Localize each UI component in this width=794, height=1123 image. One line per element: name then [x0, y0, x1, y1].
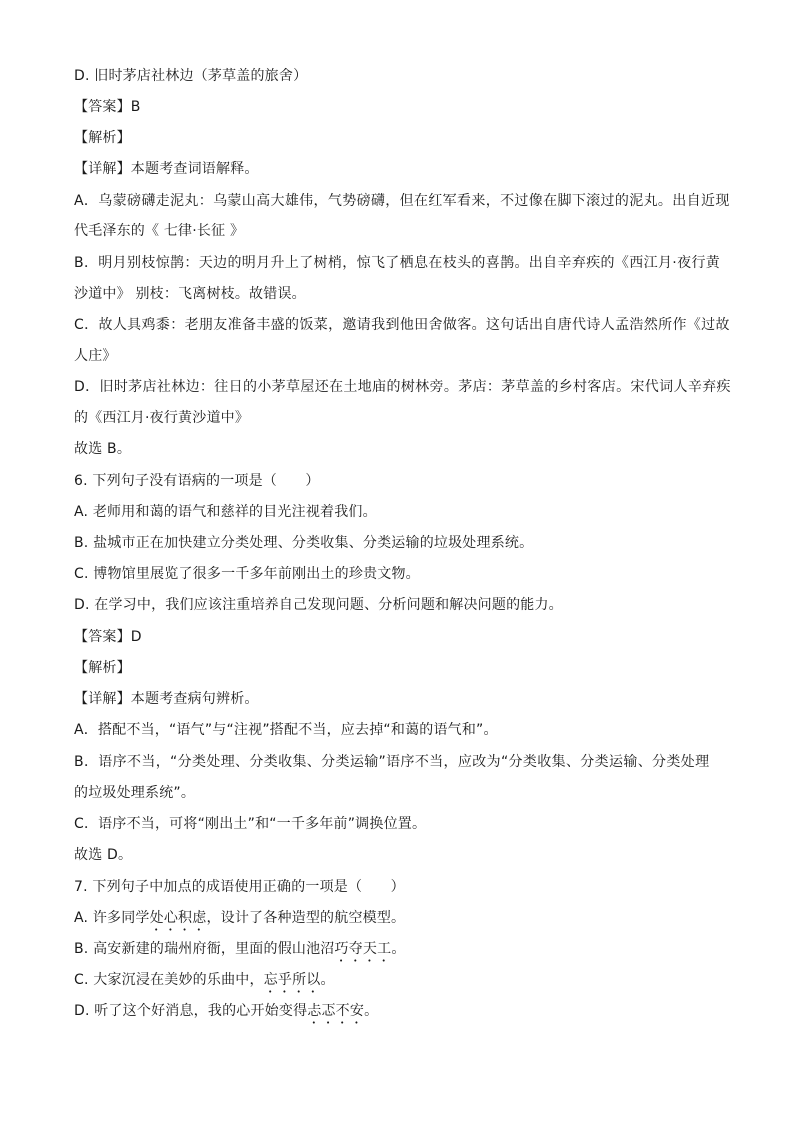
detail-intro: 【详解】本题考查词语解释。 [74, 161, 259, 177]
question-6-option-c: C. 博物馆里展览了很多一千多年前刚出土的珍贵文物。 [74, 566, 420, 582]
question-7-option-a [74, 909, 724, 934]
answer-label: 【答案】D [74, 629, 142, 645]
explanation-d-line1: D．旧时茅店社林边：往日的小茅草屋还在土地庙的树林旁。茅店：茅草盖的乡村客店。宋代词人辛弃疾 [74, 379, 731, 395]
explanation-d-line2: 的《西江月·夜行黄沙道中》 [74, 410, 250, 426]
question-6-stem: 6. 下列句子没有语病的一项是（ ） [74, 473, 320, 489]
analysis-label: 【解析】 [74, 660, 131, 676]
analysis-label: 【解析】 [74, 130, 131, 146]
option-text: C. 大家沉浸在美妙的乐曲中， [74, 972, 264, 988]
option-text: 。 [391, 941, 406, 957]
question-7-option-b [74, 940, 724, 965]
dotted-idiom: 巧夺天工 [334, 941, 392, 957]
question-7-option-c [74, 971, 724, 996]
conclusion: 故选 D。 [74, 847, 133, 863]
question-6-option-d: D. 在学习中，我们应该注重培养自己发现问题、分析问题和解决问题的能力。 [74, 597, 563, 613]
option-text: B. 高安新建的瑞州府衙，里面的假山池沼 [74, 941, 335, 957]
question-7-option-d [74, 1002, 724, 1027]
explanation-a-line1: A．乌蒙磅礴走泥丸：乌蒙山高大雄伟，气势磅礴，但在红军看来，不过像在脚下滚过的泥丸。出自近现 [74, 193, 730, 209]
dotted-idiom: 忘乎所以 [263, 972, 321, 988]
explanation-c-line2: 人庄》 [74, 348, 117, 364]
explanation-b-line2: 沙道中》 别枝：飞离树枝。故错误。 [74, 286, 306, 302]
explanation-c: C．语序不当，可将“刚出土”和“一千多年前”调换位置。 [74, 816, 427, 832]
explanation-c-line1: C．故人具鸡黍：老朋友准备丰盛的饭菜，邀请我到他田舍做客。这句话出自唐代诗人孟浩然所作《过故 [74, 317, 730, 333]
conclusion: 故选 B。 [74, 441, 132, 457]
question-6-option-b: B. 盐城市正在加快建立分类处理、分类收集、分类运输的垃圾处理系统。 [74, 535, 534, 551]
explanation-b-line1: B．语序不当，“分类处理、分类收集、分类运输”语序不当，应改为“分类收集、分类运输、分类处理 [74, 754, 710, 770]
explanation-a: A．搭配不当，“语气”与“注视”搭配不当，应去掉“和蔼的语气和”。 [74, 722, 498, 738]
option-text: A. 许多同学 [74, 910, 150, 926]
option-text: ，设计了各种造型的航空模型。 [206, 910, 406, 926]
dotted-idiom: 处心积虑 [149, 910, 207, 926]
option-text: D. 听了这个好消息，我的心开始变得 [74, 1003, 308, 1019]
option-d-prev-question: D. 旧时茅店社林边（茅草盖的旅舍） [74, 68, 308, 84]
explanation-b-line1: B．明月别枝惊鹊：天边的明月升上了树梢，惊飞了栖息在枝头的喜鹊。出自辛弃疾的《西江月·夜行黄 [74, 255, 721, 271]
question-7-stem: 7. 下列句子中加点的成语使用正确的一项是（ ） [74, 879, 405, 895]
answer-label: 【答案】B [74, 99, 141, 115]
dotted-idiom: 忐忑不安 [307, 1003, 365, 1019]
option-text: 。 [364, 1003, 379, 1019]
option-text: 。 [320, 972, 335, 988]
explanation-a-line2: 代毛泽东的《 七律·长征 》 [74, 223, 245, 239]
detail-intro: 【详解】本题考查病句辨析。 [74, 691, 259, 707]
question-6-option-a: A. 老师用和蔼的语气和慈祥的目光注视着我们。 [74, 504, 377, 520]
explanation-b-line2: 的垃圾处理系统”。 [74, 785, 196, 801]
